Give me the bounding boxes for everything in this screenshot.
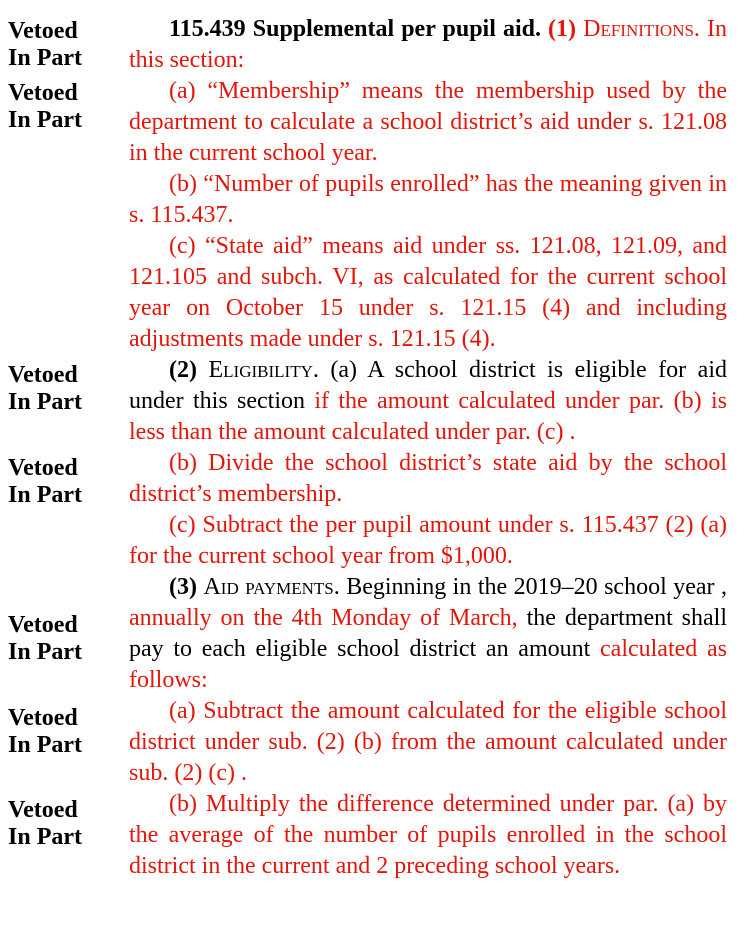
vetoed-in-part-label: Vetoed In Part — [8, 797, 82, 850]
subsection-number: (3) — [169, 574, 197, 600]
vetoed-in-part-label: Vetoed In Part — [8, 80, 82, 133]
vetoed-in-part-label: Vetoed In Part — [8, 612, 82, 665]
aid-payments-text: the department shall pay to each eligible school district an amount — [129, 605, 728, 662]
subsection-number: (2) — [169, 357, 197, 383]
definition-paragraph: (a) “Membership” means the membership used by the department to calculate a school district’s aid under s. 121.08 in the current school year. — [129, 78, 727, 166]
aid-payments-text-red: annually on the 4th Monday of March, — [129, 605, 518, 631]
aid-payments-text-red: calculated as follows: — [129, 636, 727, 693]
subsection-heading: Eligibility. — [208, 357, 319, 383]
aid-payments-paragraph: (b) Multiply the difference determined under par. (a) by the average of the number of pupils enrolled in the school district in the current and 2 preceding school years. — [129, 791, 727, 879]
eligibility-paragraph: (c) Subtract the per pupil amount under s. 115.437 (2) (a) for the current school year from $1,000. — [129, 512, 727, 569]
vetoed-in-part-label: Vetoed In Part — [8, 455, 82, 508]
definition-paragraph: (c) “State aid” means aid under ss. 121.08, 121.09, and 121.105 and subch. VI, as calculated for the current school year on October 15 under s. 121.15 (4) and including adjustments made under s. 121.15 (4). — [129, 233, 727, 352]
cut-off-text-line — [129, 915, 727, 927]
section-number: 115.439 — [169, 16, 246, 42]
eligibility-paragraph: (b) Divide the school district’s state aid by the school district’s membership. — [129, 450, 727, 507]
subsection-heading: Definitions. — [583, 16, 700, 42]
section-heading — [129, 14, 727, 76]
section-title: Supplemental per pupil aid. — [252, 16, 541, 42]
definition-paragraph: (b) “Number of pupils enrolled” has the meaning given in s. 115.437. — [129, 171, 727, 228]
aid-payments-paragraph — [129, 572, 727, 696]
statute-text — [129, 14, 727, 882]
vetoed-in-part-label: Vetoed In Part — [8, 18, 82, 71]
eligibility-text-red: if the amount calculated under par. (b) is less than the amount calculated under par. (c) . — [129, 388, 727, 445]
subsection-heading: Aid payments. — [203, 574, 340, 600]
vetoed-in-part-label: Vetoed In Part — [8, 705, 82, 758]
subsection-intro: In this section: — [129, 16, 728, 73]
aid-payments-paragraph: (a) Subtract the amount calculated for the eligible school district under sub. (2) (b) from the amount calculated under sub. (2) (c) . — [129, 698, 727, 786]
eligibility-text: (a) A school district is eligible for aid under this section — [129, 357, 728, 414]
subsection-number: (1) — [548, 16, 577, 42]
vetoed-in-part-label: Vetoed In Part — [8, 362, 82, 415]
eligibility-paragraph — [129, 355, 727, 448]
aid-payments-text: Beginning in the 2019–20 school year , — [346, 574, 727, 600]
